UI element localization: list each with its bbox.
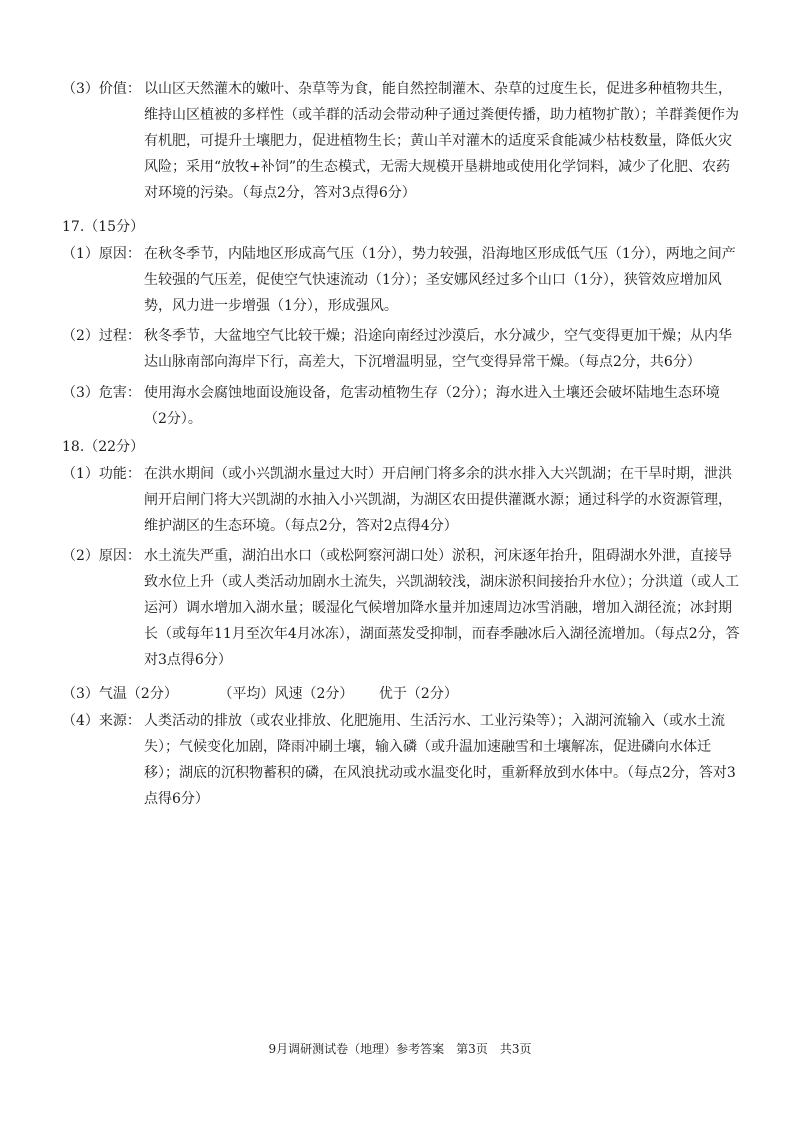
q17-part1-text: 在秋冬季节，内陆地区形成高气压（1分），势力较强，沿海地区形成低气压（1分），两地之间产生较强的气压差，促使空气快速流动（1分）；圣安娜风经过多个山口（1分），狭管效应增加风势，风力进一步增强（1分），形成强风。 [144, 246, 736, 314]
q18-part1-label: （1）功能： [62, 466, 141, 482]
q17-part2-text: 秋冬季节，大盆地空气比较干燥；沿途向南经过沙漠后，水分减少，空气变得更加干燥；从内华达山脉南部向海岸下行，高差大，下沉增温明显，空气变得异常干燥。（每点2分，共6分） [144, 328, 732, 370]
q18-heading: 18.（22分） [62, 439, 145, 455]
q18-part3-better: 优于（2分） [378, 686, 458, 702]
q18-part4-label: （4）来源： [62, 713, 141, 729]
q16-part3-text: 以山区天然灌木的嫩叶、杂草等为食，能自然控制灌木、杂草的过度生长，促进多种植物共生，维持山区植被的多样性（或羊群的活动会带动种子通过粪便传播，助力植物扩散）；羊群粪便作为有机肥，可提升土壤肥力，促进植物生长；黄山羊对灌木的适度采食能减少枯枝数量，降低火灾风险；采用“放牧+补饲”的生态模式，无需大规模开垦耕地或使用化学饲料，减少了化肥、农药对环境的污染。（每点2分，答对3点得6分） [144, 81, 739, 201]
q17-part2 [62, 323, 742, 375]
q17-part1 [62, 241, 742, 319]
q17-part3 [62, 380, 742, 432]
q18-part3 [62, 681, 458, 707]
q18-part4-text: 人类活动的排放（或农业排放、化肥施用、生活污水、工业污染等）；入湖河流输入（或水土流失）；气候变化加剧，降雨冲刷土壤，输入磷（或升温加速融雪和土壤解冻，促进磷向水体迁移）；湖底的沉积物蓄积的磷，在风浪扰动或水温变化时，重新释放到水体中。（每点2分，答对3点得6分） [144, 713, 736, 807]
q18-part1-text: 在洪水期间（或小兴凯湖水量过大时）开启闸门将多余的洪水排入大兴凯湖；在干旱时期，泄洪闸开启闸门将大兴凯湖的水抽入小兴凯湖，为湖区农田提供灌溉水源；通过科学的水资源管理，维护湖区的生态环境。（每点2分，答对2点得4分） [144, 466, 732, 534]
q16-part3-label: （3）价值： [62, 81, 141, 97]
q17-part3-text: 使用海水会腐蚀地面设施设备，危害动植物生存（2分）；海水进入土壤还会破坏陆地生态环境（2分）。 [144, 385, 720, 427]
q17-part1-label: （1）原因： [62, 246, 141, 262]
q18-part3-temperature: （3）气温（2分） [62, 686, 178, 702]
q18-part2 [62, 543, 742, 673]
q16-part3 [62, 76, 742, 206]
q18-part3-windspeed: （平均）风速（2分） [218, 686, 354, 702]
page-footer: 9月调研测试卷（地理）参考答案 第3页 共3页 [268, 1042, 532, 1056]
q18-part2-label: （2）原因： [62, 548, 141, 564]
q18-part4 [62, 708, 742, 812]
q17-part2-label: （2）过程： [62, 328, 141, 344]
q18-part2-text: 水土流失严重，湖泊出水口（或松阿察河湖口处）淤积，河床逐年抬升，阻碍湖水外泄，直接导致水位上升（或人类活动加剧水土流失，兴凯湖较浅，湖床淤积间接抬升水位）；分洪道（或人工运河）调水增加入湖水量；暖湿化气候增加降水量并加速周边冰雪消融，增加入湖径流；冰封期长（或每年11月至次年4月冰冻），湖面蒸发受抑制，而春季融冰后入湖径流增加。（每点2分，答对3点得6分） [144, 548, 740, 668]
q17-part3-label: （3）危害： [62, 385, 141, 401]
q17-heading: 17.（15分） [62, 219, 145, 235]
q18-part1 [62, 461, 742, 539]
